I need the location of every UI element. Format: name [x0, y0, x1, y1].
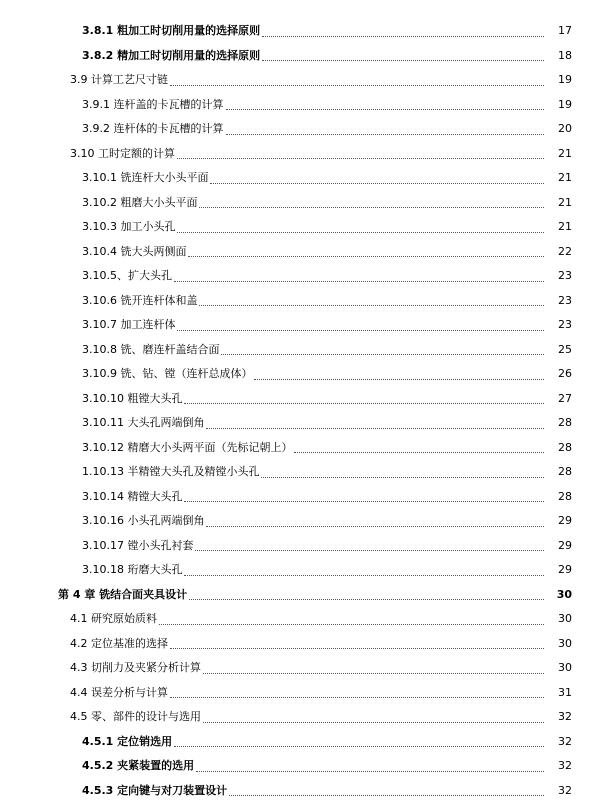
toc-entry-label: 4.2 定位基准的选择 [70, 636, 168, 650]
toc-entry-label: 3.10.9 铣、钻、镗（连杆总成体） [82, 367, 253, 381]
toc-entry-page-number: 19 [558, 97, 572, 111]
toc-entry[interactable] [0, 754, 614, 779]
toc-entry-label: 3.10 工时定额的计算 [70, 146, 175, 160]
toc-leader-dots [184, 575, 544, 576]
toc-entry-label: 3.10.8 铣、磨连杆盖结合面 [82, 342, 220, 356]
toc-entry-page-number: 25 [558, 342, 572, 356]
table-of-contents [0, 19, 614, 803]
toc-leader-dots [203, 722, 544, 723]
toc-entry-label: 3.10.11 大头孔两端倒角 [82, 416, 205, 430]
toc-entry-label: 4.5.3 定向键与对刀装置设计 [82, 783, 228, 797]
toc-entry-page-number: 28 [558, 489, 572, 503]
toc-entry-page-number: 30 [558, 661, 572, 675]
toc-entry-page-number: 22 [558, 244, 572, 258]
toc-entry-label: 3.10.17 镗小头孔衬套 [82, 538, 194, 552]
toc-leader-dots [203, 673, 544, 674]
toc-entry[interactable] [0, 656, 614, 681]
toc-leader-dots [262, 36, 544, 37]
toc-entry[interactable] [0, 93, 614, 118]
toc-entry[interactable] [0, 460, 614, 485]
toc-leader-dots [177, 232, 544, 233]
toc-entry[interactable] [0, 485, 614, 510]
toc-entry-label: 3.9 计算工艺尺寸链 [70, 73, 168, 87]
toc-leader-dots [261, 477, 544, 478]
toc-entry[interactable] [0, 264, 614, 289]
toc-leader-dots [177, 330, 544, 331]
toc-entry[interactable] [0, 142, 614, 167]
toc-entry[interactable] [0, 289, 614, 314]
toc-entry[interactable] [0, 583, 614, 608]
toc-entry-label: 3.10.10 粗镗大头孔 [82, 391, 183, 405]
toc-entry[interactable] [0, 44, 614, 69]
toc-entry-page-number: 27 [558, 391, 572, 405]
toc-entry-label: 3.10.12 精磨大小头两平面（先标记朝上） [82, 440, 293, 454]
toc-leader-dots [184, 501, 544, 502]
toc-entry-page-number: 23 [558, 269, 572, 283]
toc-leader-dots [174, 281, 544, 282]
toc-entry-page-number: 32 [558, 783, 572, 797]
toc-leader-dots [195, 550, 544, 551]
toc-entry-page-number: 29 [558, 538, 572, 552]
toc-entry-page-number: 17 [558, 24, 572, 38]
toc-leader-dots [170, 697, 544, 698]
toc-entry-page-number: 18 [558, 48, 572, 62]
toc-entry[interactable] [0, 607, 614, 632]
toc-entry-page-number: 21 [558, 171, 572, 185]
toc-entry-page-number: 32 [558, 734, 572, 748]
toc-entry[interactable] [0, 632, 614, 657]
toc-entry-label: 3.9.1 连杆盖的卡瓦槽的计算 [82, 97, 224, 111]
toc-entry-label: 3.10.6 铣开连杆体和盖 [82, 293, 198, 307]
toc-entry-label: 3.8.2 精加工时切削用量的选择原则 [82, 48, 261, 62]
toc-entry[interactable] [0, 681, 614, 706]
toc-entry-label: 4.3 切削力及夹紧分析计算 [70, 661, 201, 675]
toc-leader-dots [206, 428, 544, 429]
toc-entry[interactable] [0, 313, 614, 338]
toc-leader-dots [174, 746, 544, 747]
toc-leader-dots [184, 403, 544, 404]
toc-entry[interactable] [0, 117, 614, 142]
toc-entry[interactable] [0, 509, 614, 534]
toc-leader-dots [262, 60, 544, 61]
toc-entry-page-number: 30 [558, 636, 572, 650]
toc-entry[interactable] [0, 19, 614, 44]
toc-leader-dots [210, 183, 544, 184]
toc-entry[interactable] [0, 191, 614, 216]
toc-entry-label: 1.10.13 半精镗大头孔及精镗小头孔 [82, 465, 260, 479]
toc-entry[interactable] [0, 705, 614, 730]
toc-entry-page-number: 32 [558, 710, 572, 724]
toc-leader-dots [199, 207, 544, 208]
toc-entry-label: 3.10.16 小头孔两端倒角 [82, 514, 205, 528]
toc-entry[interactable] [0, 779, 614, 804]
toc-entry[interactable] [0, 558, 614, 583]
toc-entry[interactable] [0, 338, 614, 363]
toc-entry-label: 4.5 零、部件的设计与选用 [70, 710, 201, 724]
toc-leader-dots [170, 85, 544, 86]
toc-entry-label: 3.9.2 连杆体的卡瓦槽的计算 [82, 122, 224, 136]
toc-entry-label: 3.10.1 铣连杆大小头平面 [82, 171, 209, 185]
toc-leader-dots [206, 526, 544, 527]
toc-entry[interactable] [0, 68, 614, 93]
toc-entry-page-number: 32 [558, 759, 572, 773]
toc-leader-dots [226, 109, 545, 110]
toc-entry-label: 4.5.1 定位销选用 [82, 734, 173, 748]
toc-entry-label: 3.10.18 珩磨大头孔 [82, 563, 183, 577]
toc-entry[interactable] [0, 215, 614, 240]
toc-entry-page-number: 21 [558, 146, 572, 160]
toc-leader-dots [229, 795, 544, 796]
toc-entry-page-number: 23 [558, 318, 572, 332]
toc-entry-label: 3.10.4 铣大头两侧面 [82, 244, 187, 258]
toc-entry[interactable] [0, 166, 614, 191]
toc-entry-page-number: 28 [558, 440, 572, 454]
toc-leader-dots [221, 354, 544, 355]
toc-leader-dots [226, 134, 545, 135]
toc-entry-page-number: 31 [558, 685, 572, 699]
toc-entry-label: 第 4 章 铣结合面夹具设计 [58, 587, 188, 601]
toc-leader-dots [254, 379, 544, 380]
toc-entry-page-number: 29 [558, 514, 572, 528]
toc-entry-page-number: 23 [558, 293, 572, 307]
toc-entry[interactable] [0, 436, 614, 461]
toc-entry-page-number: 30 [558, 612, 572, 626]
toc-entry-label: 3.10.14 精镗大头孔 [82, 489, 183, 503]
toc-entry-page-number: 21 [558, 195, 572, 209]
toc-entry-page-number: 28 [558, 416, 572, 430]
toc-leader-dots [177, 158, 544, 159]
toc-entry[interactable] [0, 362, 614, 387]
toc-leader-dots [196, 771, 544, 772]
toc-entry-page-number: 30 [556, 587, 572, 601]
toc-entry[interactable] [0, 411, 614, 436]
toc-entry-label: 4.4 误差分析与计算 [70, 685, 168, 699]
toc-entry-page-number: 29 [558, 563, 572, 577]
toc-entry-label: 3.10.7 加工连杆体 [82, 318, 176, 332]
toc-entry[interactable] [0, 534, 614, 559]
toc-entry-page-number: 21 [558, 220, 572, 234]
toc-entry-label: 3.10.2 粗磨大小头平面 [82, 195, 198, 209]
toc-entry-page-number: 19 [558, 73, 572, 87]
toc-entry-label: 3.10.3 加工小头孔 [82, 220, 176, 234]
toc-entry-label: 3.10.5、扩大头孔 [82, 269, 172, 283]
toc-entry-page-number: 28 [558, 465, 572, 479]
toc-entry-label: 3.8.1 粗加工时切削用量的选择原则 [82, 24, 261, 38]
toc-entry-label: 4.5.2 夹紧装置的选用 [82, 759, 195, 773]
toc-leader-dots [294, 452, 544, 453]
toc-entry-label: 4.1 研究原始质料 [70, 612, 157, 626]
toc-leader-dots [159, 624, 544, 625]
toc-leader-dots [188, 256, 544, 257]
toc-entry-page-number: 20 [558, 122, 572, 136]
toc-entry[interactable] [0, 240, 614, 265]
toc-entry-page-number: 26 [558, 367, 572, 381]
toc-entry[interactable] [0, 730, 614, 755]
toc-leader-dots [170, 648, 544, 649]
toc-leader-dots [189, 599, 544, 600]
toc-leader-dots [199, 305, 544, 306]
toc-entry[interactable] [0, 387, 614, 412]
